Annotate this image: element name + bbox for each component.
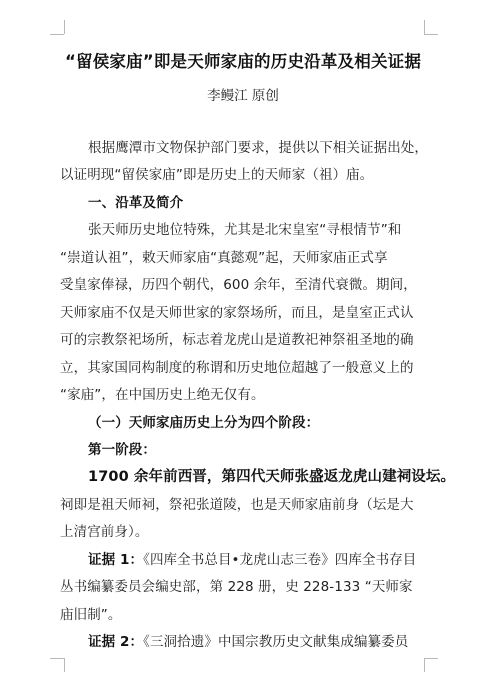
body-line-1: 张天师历史地位特殊，尤其是北宋皇室“寻根情节”和 [88,222,402,238]
intro-line-2: 以证明现“留侯家庙”即是历史上的天师家（祖）庙。 [60,167,374,183]
stage-1-line-2: 上清宫前身）。 [60,524,149,540]
body-line-3: 受皇家俸禄，历四个朝代，600 余年，至清代衰微。期间， [60,277,417,293]
evidence-1-label: 证据 1： [88,552,144,568]
evidence-1-line-3: 庙旧制”。 [60,607,122,623]
stage-heading-1: 第一阶段： [88,442,156,458]
evidence-2-line-1 [88,630,408,650]
evidence-1-text: 《四库全书总目•龙虎山志三卷》四库全书存目 [143,552,417,568]
evidence-1-line-2: 丛书编纂委员会编史部，第 228 册，史 228-133 “天师家 [60,579,413,595]
crop-mark-bottom-left-v [64,658,65,672]
body-line-6: 立，其家国同构制度的称谓和历史地位超越了一般意义上的 [60,360,414,376]
evidence-2-label: 证据 2： [88,634,144,650]
intro-line-1: 根据鹰潭市文物保护部门要求，提供以下相关证据出处， [88,140,428,156]
crop-mark-top-right-h [424,34,438,35]
body-line-5: 可的宗教祭祀场所，标志着龙虎山是道教祀神祭祖圣地的确 [60,332,414,348]
crop-mark-bottom-left-h [50,658,64,659]
crop-mark-bottom-right-v [424,658,425,672]
crop-mark-top-left-h [50,34,64,35]
stage-1-headline: 1700 余年前西晋，第四代天师张盛返龙虎山建祠设坛。 [88,469,456,485]
body-line-2: “崇道认祖”，敕天师家庙“真懿观”起，天师家庙正式享 [60,250,388,266]
crop-mark-top-right-v [424,20,425,34]
document-author: 李鳗江 原创 [207,88,279,104]
document-title: “留侯家庙”即是天师家庙的历史沿革及相关证据 [64,52,422,71]
crop-mark-bottom-right-h [424,658,438,659]
evidence-2-text: 《三洞拾遗》中国宗教历史文献集成编纂委员 [143,634,409,650]
crop-mark-top-left-v [64,20,65,34]
section-heading-1: 一、沿革及简介 [88,195,184,211]
evidence-1-line-1 [88,548,416,568]
subsection-heading: （一）天师家庙历史上分为四个阶段： [88,415,320,431]
body-line-4: 天师家庙不仅是天师世家的家祭场所，而且，是皇室正式认 [60,305,414,321]
stage-1-line-1: 祠即是祖天师祠，祭祀张道陵，也是天师家庙前身（坛是大 [60,497,414,513]
body-line-7: “家庙”，在中国历史上绝无仅有。 [60,387,265,403]
